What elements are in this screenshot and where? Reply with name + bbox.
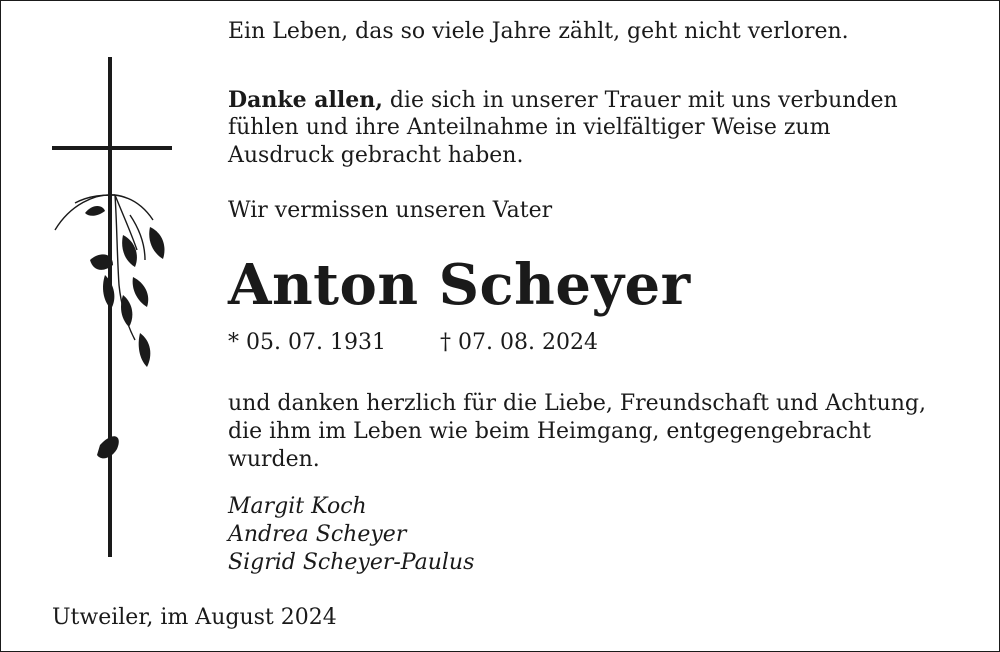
signatory: Margit Koch: [228, 494, 367, 519]
birth-date: * 05. 07. 1931: [228, 330, 386, 355]
thanks-line-3: Ausdruck gebracht haben.: [228, 143, 524, 168]
miss-line: Wir vermissen unseren Vater: [228, 198, 553, 223]
deceased-name: Anton Scheyer: [228, 252, 691, 318]
gratitude-line-2: die ihm im Leben wie beim Heimgang, entgegengebracht: [228, 419, 871, 444]
cross-with-birch-branch-icon: [45, 55, 175, 560]
thanks-line-2: fühlen und ihre Anteilnahme in vielfältiger Weise zum: [228, 115, 831, 140]
place-date: Utweiler, im August 2024: [52, 605, 337, 630]
signatory: Sigrid Scheyer-Paulus: [228, 550, 475, 575]
motto-text: Ein Leben, das so viele Jahre zählt, geht nicht verloren.: [228, 19, 849, 44]
thanks-lead: Danke allen,: [228, 87, 383, 113]
thanks-line-1: [228, 86, 898, 115]
signatory: Andrea Scheyer: [228, 522, 407, 547]
gratitude-line-1: und danken herzlich für die Liebe, Freundschaft und Achtung,: [228, 391, 926, 416]
death-date: † 07. 08. 2024: [440, 330, 598, 355]
thanks-rest: die sich in unserer Trauer mit uns verbunden: [382, 88, 898, 113]
gratitude-line-3: wurden.: [228, 447, 320, 472]
